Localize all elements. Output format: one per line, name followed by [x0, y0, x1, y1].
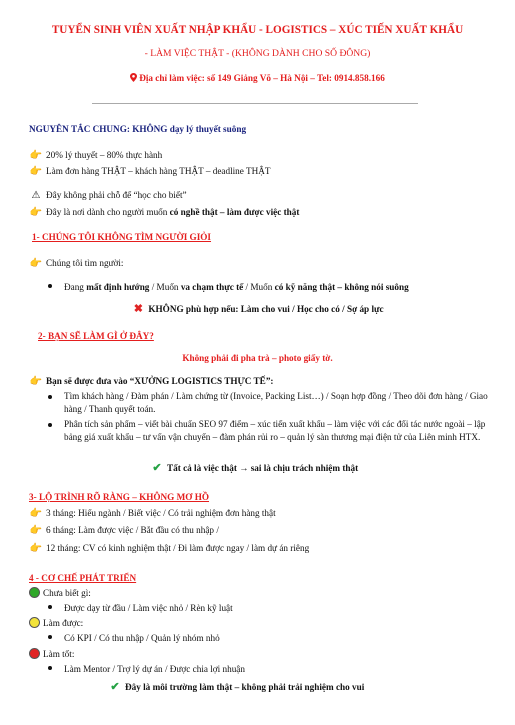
pointing-hand-icon: 👉 — [29, 543, 43, 554]
location-pin-icon — [130, 73, 137, 82]
not-fit-line: ✖ KHÔNG phù hợp nếu: Làm cho vui / Học cho có / Sợ áp lực — [0, 302, 515, 315]
pointing-hand-icon: 👉 — [29, 166, 43, 177]
bullet — [48, 423, 52, 427]
section1-intro: 👉 Chúng tôi tìm người: — [29, 258, 124, 269]
green-check-icon: ✔ — [152, 462, 162, 474]
bullet — [48, 284, 52, 288]
page-subtitle: - LÀM VIỆC THẬT - (KHÔNG DÀNH CHO SỐ ĐÔNG) — [144, 48, 371, 59]
bullet — [48, 666, 52, 670]
section4-closing: ✔ Đây là môi trường làm thật – không phải trải nghiệm cho vui — [108, 680, 364, 693]
principles-heading: NGUYÊN TẮC CHUNG: KHÔNG dạy lý thuyết suông — [29, 124, 247, 134]
bullet — [48, 635, 52, 639]
list-item: Tìm khách hàng / Đàm phán / Làm chứng từ (Invoice, Packing List…) / Soạn hợp đồng / Theo dõi đơn hàng / Giao hàng / Thanh quyết toán. — [48, 390, 488, 416]
principle-item: 👉 Làm đơn hàng THẬT – khách hàng THẬT – deadline THẬT — [29, 166, 271, 177]
section1-heading: 1- CHÚNG TÔI KHÔNG TÌM NGƯỜI GIỎI — [32, 232, 212, 242]
roadmap-item: 👉 6 tháng: Làm được việc / Bắt đầu có thu nhập / — [29, 525, 219, 536]
level-label: Làm tốt: — [29, 648, 74, 659]
principle-item: 👉 20% lý thuyết – 80% thực hành — [29, 150, 163, 161]
address-text: Địa chỉ làm việc: số 149 Giảng Võ – Hà Nội – Tel: 0914.858.166 — [139, 73, 385, 83]
level-label: Chưa biết gì: — [29, 587, 91, 598]
list-item: Có KPI / Có thu nhập / Quản lý nhóm nhỏ — [48, 633, 220, 643]
warning-icon: ⚠ — [31, 190, 41, 201]
yellow-circle-icon — [29, 617, 40, 628]
list-item: Phân tích sản phẩm – viết bài chuẩn SEO 97 điểm – xúc tiến xuất khẩu – làm việc với các đối tác nước ngoài – lập bảng giá xuất khẩu – tư vấn vận chuyển – đàm phán rủi ro – quản lý sàn thương mại điện tử của Liên minh HTX. — [48, 418, 488, 444]
green-check-icon: ✔ — [110, 681, 120, 693]
list-item: Làm Mentor / Trợ lý dự án / Được chia lợi nhuận — [48, 664, 245, 674]
list-item: Được dạy từ đầu / Làm việc nhỏ / Rèn kỹ luật — [48, 603, 233, 613]
pointing-hand-icon: 👉 — [29, 150, 43, 161]
page-title: TUYỂN SINH VIÊN XUẤT NHẬP KHẨU - LOGISTICS – XÚC TIẾN XUẤT KHẨU — [51, 24, 464, 36]
green-circle-icon — [29, 587, 40, 598]
pointing-hand-icon: 👉 — [29, 258, 43, 269]
bullet — [48, 605, 52, 609]
pointing-hand-icon: 👉 — [29, 207, 43, 218]
pointing-hand-icon: 👉 — [29, 525, 43, 536]
roadmap-item: 👉 3 tháng: Hiểu ngành / Biết việc / Có trải nghiệm đơn hàng thật — [29, 508, 276, 519]
target-line: 👉 Đây là nơi dành cho người muốn có nghề thật – làm được việc thật — [29, 207, 300, 218]
red-circle-icon — [29, 648, 40, 659]
section2-note: Không phải đi pha trà – photo giấy tờ. — [182, 353, 333, 363]
section4-heading: 4 - CƠ CHẾ PHÁT TRIỂN — [29, 573, 137, 583]
pointing-hand-icon: 👉 — [29, 376, 43, 387]
section2-lead: 👉 Bạn sẽ được đưa vào “XƯỞNG LOGISTICS THỰC TẾ”: — [29, 376, 274, 387]
section2-closing: ✔ Tất cả là việc thật → sai là chịu trách nhiệm thật — [150, 461, 358, 474]
list-item: Đang mất định hướng / Muốn va chạm thực tế / Muốn có kỹ năng thật – không nói suông — [48, 282, 409, 292]
warning-line: ⚠ Đây không phải chỗ để “học cho biết” — [29, 190, 187, 201]
section2-heading: 2- BẠN SẼ LÀM GÌ Ở ĐÂY? — [38, 331, 154, 341]
section3-heading: 3- LỘ TRÌNH RÕ RÀNG – KHÔNG MƠ HỒ — [29, 492, 210, 502]
address-line — [0, 73, 515, 83]
bullet — [48, 395, 52, 399]
level-label: Làm được: — [29, 617, 83, 628]
divider — [92, 103, 418, 104]
roadmap-item: 👉 12 tháng: CV có kinh nghiệm thật / Đi làm được ngay / làm dự án riêng — [29, 543, 310, 554]
pointing-hand-icon: 👉 — [29, 508, 43, 519]
red-x-icon: ✖ — [133, 303, 143, 315]
